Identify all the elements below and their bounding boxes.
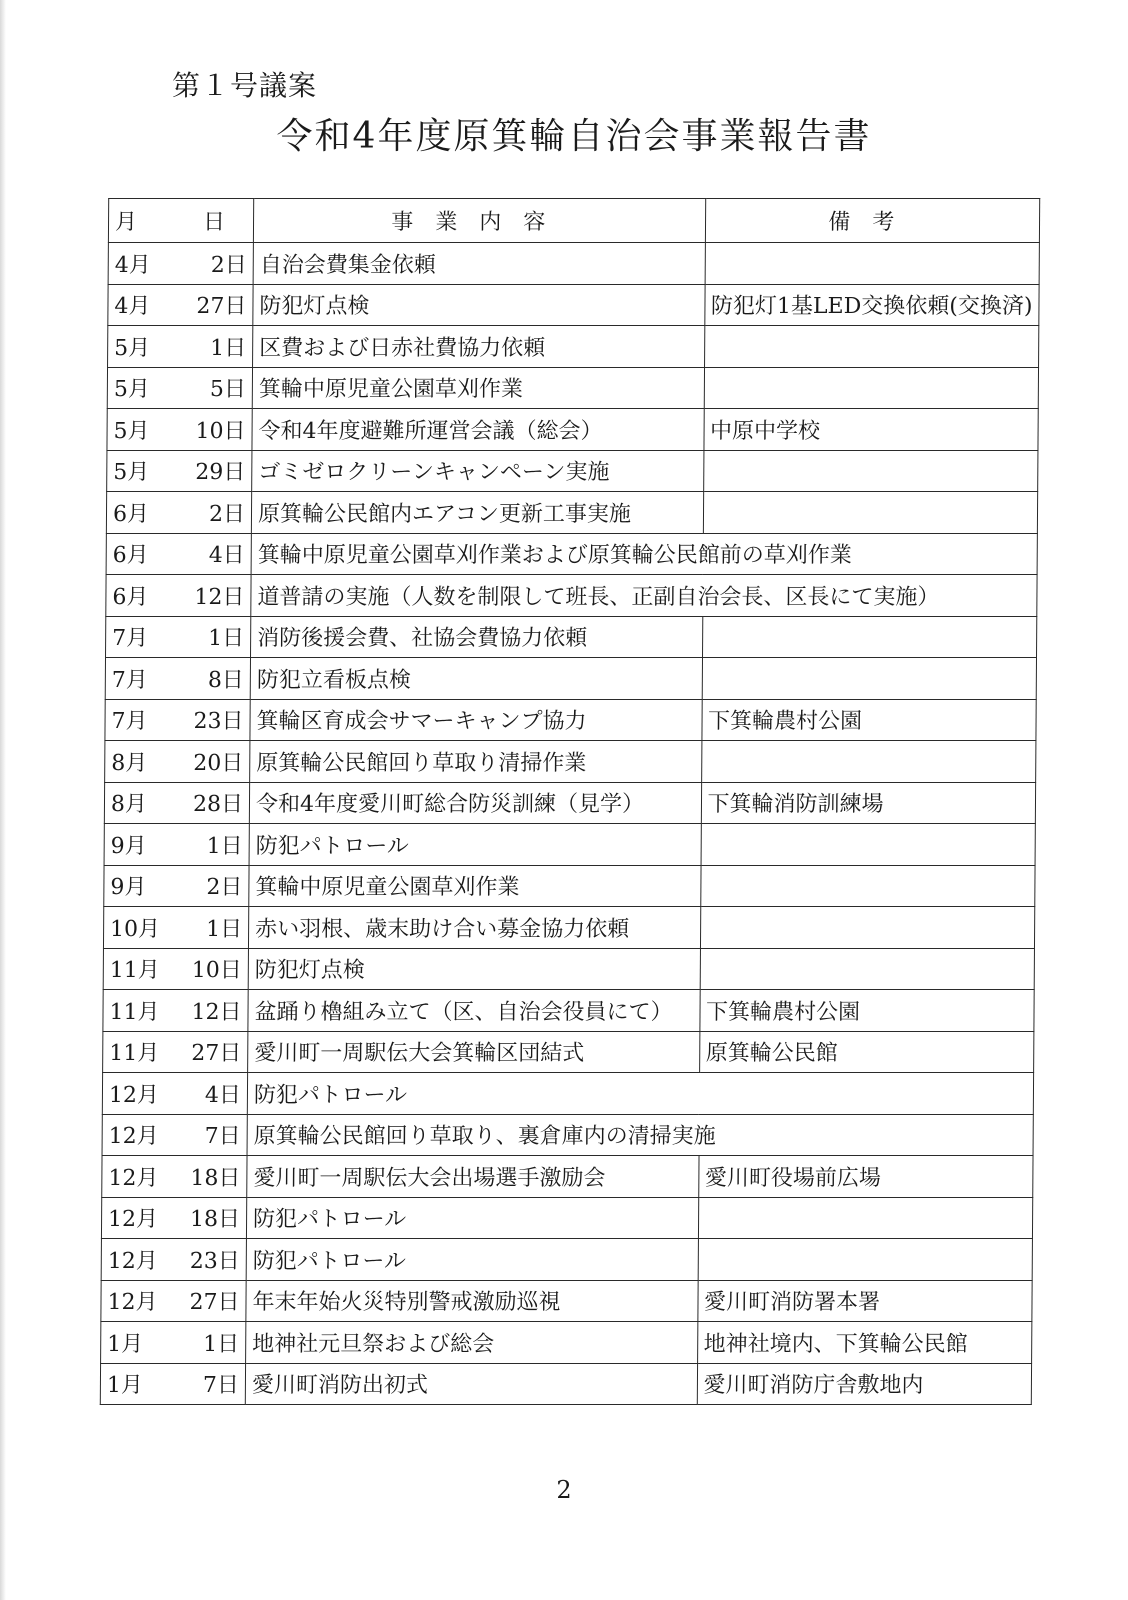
note-cell: 中原中学校 [703,409,1038,451]
date-cell [108,284,253,326]
content-cell: 原箕輪公民館回り草取り清掃作業 [250,741,702,783]
content-cell: 箕輪中原児童公園草刈作業および原箕輪公民館前の草刈作業 [251,533,1037,575]
date-cell [102,1114,247,1156]
month: 1月 [107,1331,144,1357]
note-cell [704,367,1039,409]
table-row [106,575,1037,617]
table-row [107,409,1038,451]
date-cell [108,326,253,368]
month: 12月 [108,1124,159,1150]
date-cell [101,1197,246,1239]
content-cell: 防犯パトロール [249,824,701,866]
page-edge-shadow [0,0,6,1600]
day: 23日 [193,709,244,735]
table-row [105,658,1036,700]
date-cell [105,699,250,741]
note-cell [702,616,1037,658]
content-cell: 愛川町一周駅伝大会箕輪区団結式 [248,1031,700,1073]
date-cell [106,616,251,658]
month: 4月 [114,294,151,320]
content-cell: 防犯パトロール [246,1197,698,1239]
date-cell [100,1363,245,1405]
table-row [104,824,1035,866]
day: 29日 [195,460,246,486]
day: 10日 [195,418,246,444]
note-cell [698,1197,1033,1239]
agenda-number: 第１号議案 [172,69,318,102]
month: 9月 [110,833,147,859]
day: 28日 [192,792,244,818]
day: 2日 [210,252,247,278]
date-cell [103,990,248,1032]
date-cell [103,1031,248,1073]
content-cell: 赤い羽根、歳末助け合い募金協力依頼 [248,907,700,949]
document-title: 令和4年度原箕輪自治会事業報告書 [276,116,872,157]
date-cell [108,243,253,285]
day: 4日 [208,543,245,569]
table-row [108,284,1039,326]
date-cell [104,824,249,866]
table-row [104,865,1035,907]
day: 2日 [208,501,246,527]
content-cell: 防犯パトロール [246,1239,698,1281]
header-content: 事業内容 [253,199,705,243]
day: 1日 [208,626,245,652]
note-cell [701,741,1036,783]
table-header-row [108,199,1039,243]
table-row [108,326,1039,368]
table-row [100,1363,1031,1405]
date-cell [104,782,249,824]
content-cell: 防犯立看板点検 [250,658,702,700]
table-row [105,741,1036,783]
table-row [106,492,1037,534]
table-row [104,782,1035,824]
month: 12月 [108,1082,160,1108]
day: 8日 [207,667,244,693]
content-cell: 防犯パトロール [247,1073,1033,1115]
table-row [108,243,1039,285]
content-cell: ゴミゼロクリーンキャンペーン実施 [252,450,704,492]
table-row [106,616,1037,658]
day: 27日 [196,294,247,320]
note-cell: 下箕輪農村公園 [701,699,1036,741]
table-row [101,1197,1032,1239]
month: 4月 [114,252,151,278]
note-cell [704,326,1039,368]
table-row [101,1322,1032,1364]
month: 6月 [112,501,150,527]
table-row [102,1114,1033,1156]
content-cell: 消防後援会費、社協会費協力依頼 [251,616,703,658]
month: 6月 [112,543,149,569]
day: 2日 [206,875,243,901]
note-cell: 下箕輪農村公園 [699,990,1034,1032]
date-cell [105,741,250,783]
date-cell [107,450,252,492]
date-cell [102,1156,247,1198]
month: 1月 [106,1373,144,1399]
month: 5月 [114,335,151,361]
day: 23日 [189,1248,240,1274]
content-cell: 防犯灯点検 [248,948,700,990]
content-cell: 令和4年度愛川町総合防災訓練（見学） [249,782,701,824]
content-cell: 箕輪区育成会サマーキャンプ協力 [250,699,702,741]
month: 7月 [111,709,148,735]
month: 10月 [110,916,161,942]
note-cell [700,948,1035,990]
note-cell: 地神社境内、下箕輪公民館 [697,1322,1032,1364]
month: 9月 [110,875,147,901]
content-cell: 愛川町消防出初式 [245,1363,697,1405]
month: 7月 [112,626,149,652]
date-cell [106,533,251,575]
date-cell [107,367,252,409]
content-cell: 自治会費集金依頼 [253,243,705,285]
table-body [100,243,1039,1405]
content-cell: 令和4年度避難所運営会議（総会） [252,409,704,451]
content-cell: 道普請の実施（人数を制限して班長、正副自治会長、区長にて実施） [251,575,1037,617]
note-cell: 下箕輪消防訓練場 [701,782,1036,824]
day: 1日 [206,916,243,942]
date-cell [101,1239,246,1281]
day: 12日 [191,999,242,1025]
content-cell: 防犯灯点検 [253,284,705,326]
month: 5月 [113,418,150,444]
date-cell [107,409,252,451]
content-cell: 愛川町一周駅伝大会出場選手激励会 [247,1156,699,1198]
month: 12月 [107,1207,159,1233]
note-cell: 愛川町消防庁舎敷地内 [697,1363,1032,1405]
note-cell [702,658,1037,700]
month: 11月 [109,958,160,984]
content-cell: 箕輪中原児童公園草刈作業 [252,367,704,409]
table-row [107,367,1038,409]
table-row [102,1156,1033,1198]
page-number: 2 [556,1476,572,1504]
date-cell [105,658,250,700]
header-note: 備考 [705,199,1040,243]
table-row [102,1073,1033,1115]
content-cell: 地神社元旦祭および総会 [246,1322,698,1364]
table-row [103,990,1034,1032]
month: 11月 [109,1041,160,1067]
note-cell: 防犯灯1基LED交換依頼(交換済) [704,284,1039,326]
day: 5日 [209,377,246,403]
day: 12日 [194,584,245,610]
day: 7日 [204,1124,241,1150]
content-cell: 年末年始火災特別警戒激励巡視 [246,1280,698,1322]
note-cell [701,824,1036,866]
date-cell [106,492,251,534]
note-cell [703,492,1038,534]
note-cell: 原箕輪公民館 [699,1031,1034,1073]
month: 7月 [111,667,148,693]
date-cell [104,865,249,907]
day: 1日 [206,833,243,859]
day: 18日 [190,1207,241,1233]
note-cell [700,865,1035,907]
date-cell [106,575,251,617]
day: 1日 [203,1331,240,1357]
table-row [105,699,1036,741]
table-row [106,533,1037,575]
table-row [103,907,1034,949]
note-cell [698,1239,1033,1281]
content-cell: 箕輪中原児童公園草刈作業 [249,865,701,907]
content-cell: 原箕輪公民館回り草取り、裏倉庫内の清掃実施 [247,1114,1033,1156]
date-cell [102,1073,247,1115]
table-row [103,1031,1034,1073]
month: 6月 [112,584,149,610]
date-cell [101,1322,246,1364]
note-cell [700,907,1035,949]
month: 12月 [108,1165,159,1191]
note-cell: 愛川町役場前広場 [698,1156,1033,1198]
month: 11月 [109,999,160,1025]
month: 8月 [111,750,148,776]
header-date: 月 日 [108,199,253,243]
note-cell [703,450,1038,492]
note-cell: 愛川町消防署本署 [697,1280,1032,1322]
day: 10日 [191,958,242,984]
month: 12月 [107,1248,158,1274]
day: 18日 [190,1165,241,1191]
day: 27日 [189,1290,240,1316]
day: 1日 [210,335,247,361]
note-cell [705,243,1040,285]
content-cell: 盆踊り櫓組み立て（区、自治会役員にて） [248,990,700,1032]
day: 7日 [202,1373,240,1399]
content-cell: 区費および日赤社費協力依頼 [253,326,705,368]
table-row [101,1239,1032,1281]
activity-report-table [100,198,1040,1405]
table-row [103,948,1034,990]
date-cell [101,1280,246,1322]
month: 8月 [110,792,148,818]
day: 20日 [193,750,244,776]
table-row [107,450,1038,492]
day: 4日 [204,1082,242,1108]
month: 12月 [107,1290,158,1316]
day: 27日 [191,1041,242,1067]
month: 5月 [113,460,150,486]
month: 5月 [113,377,150,403]
content-cell: 原箕輪公民館内エアコン更新工事実施 [251,492,703,534]
date-cell [103,907,248,949]
date-cell [103,948,248,990]
table-row [101,1280,1032,1322]
